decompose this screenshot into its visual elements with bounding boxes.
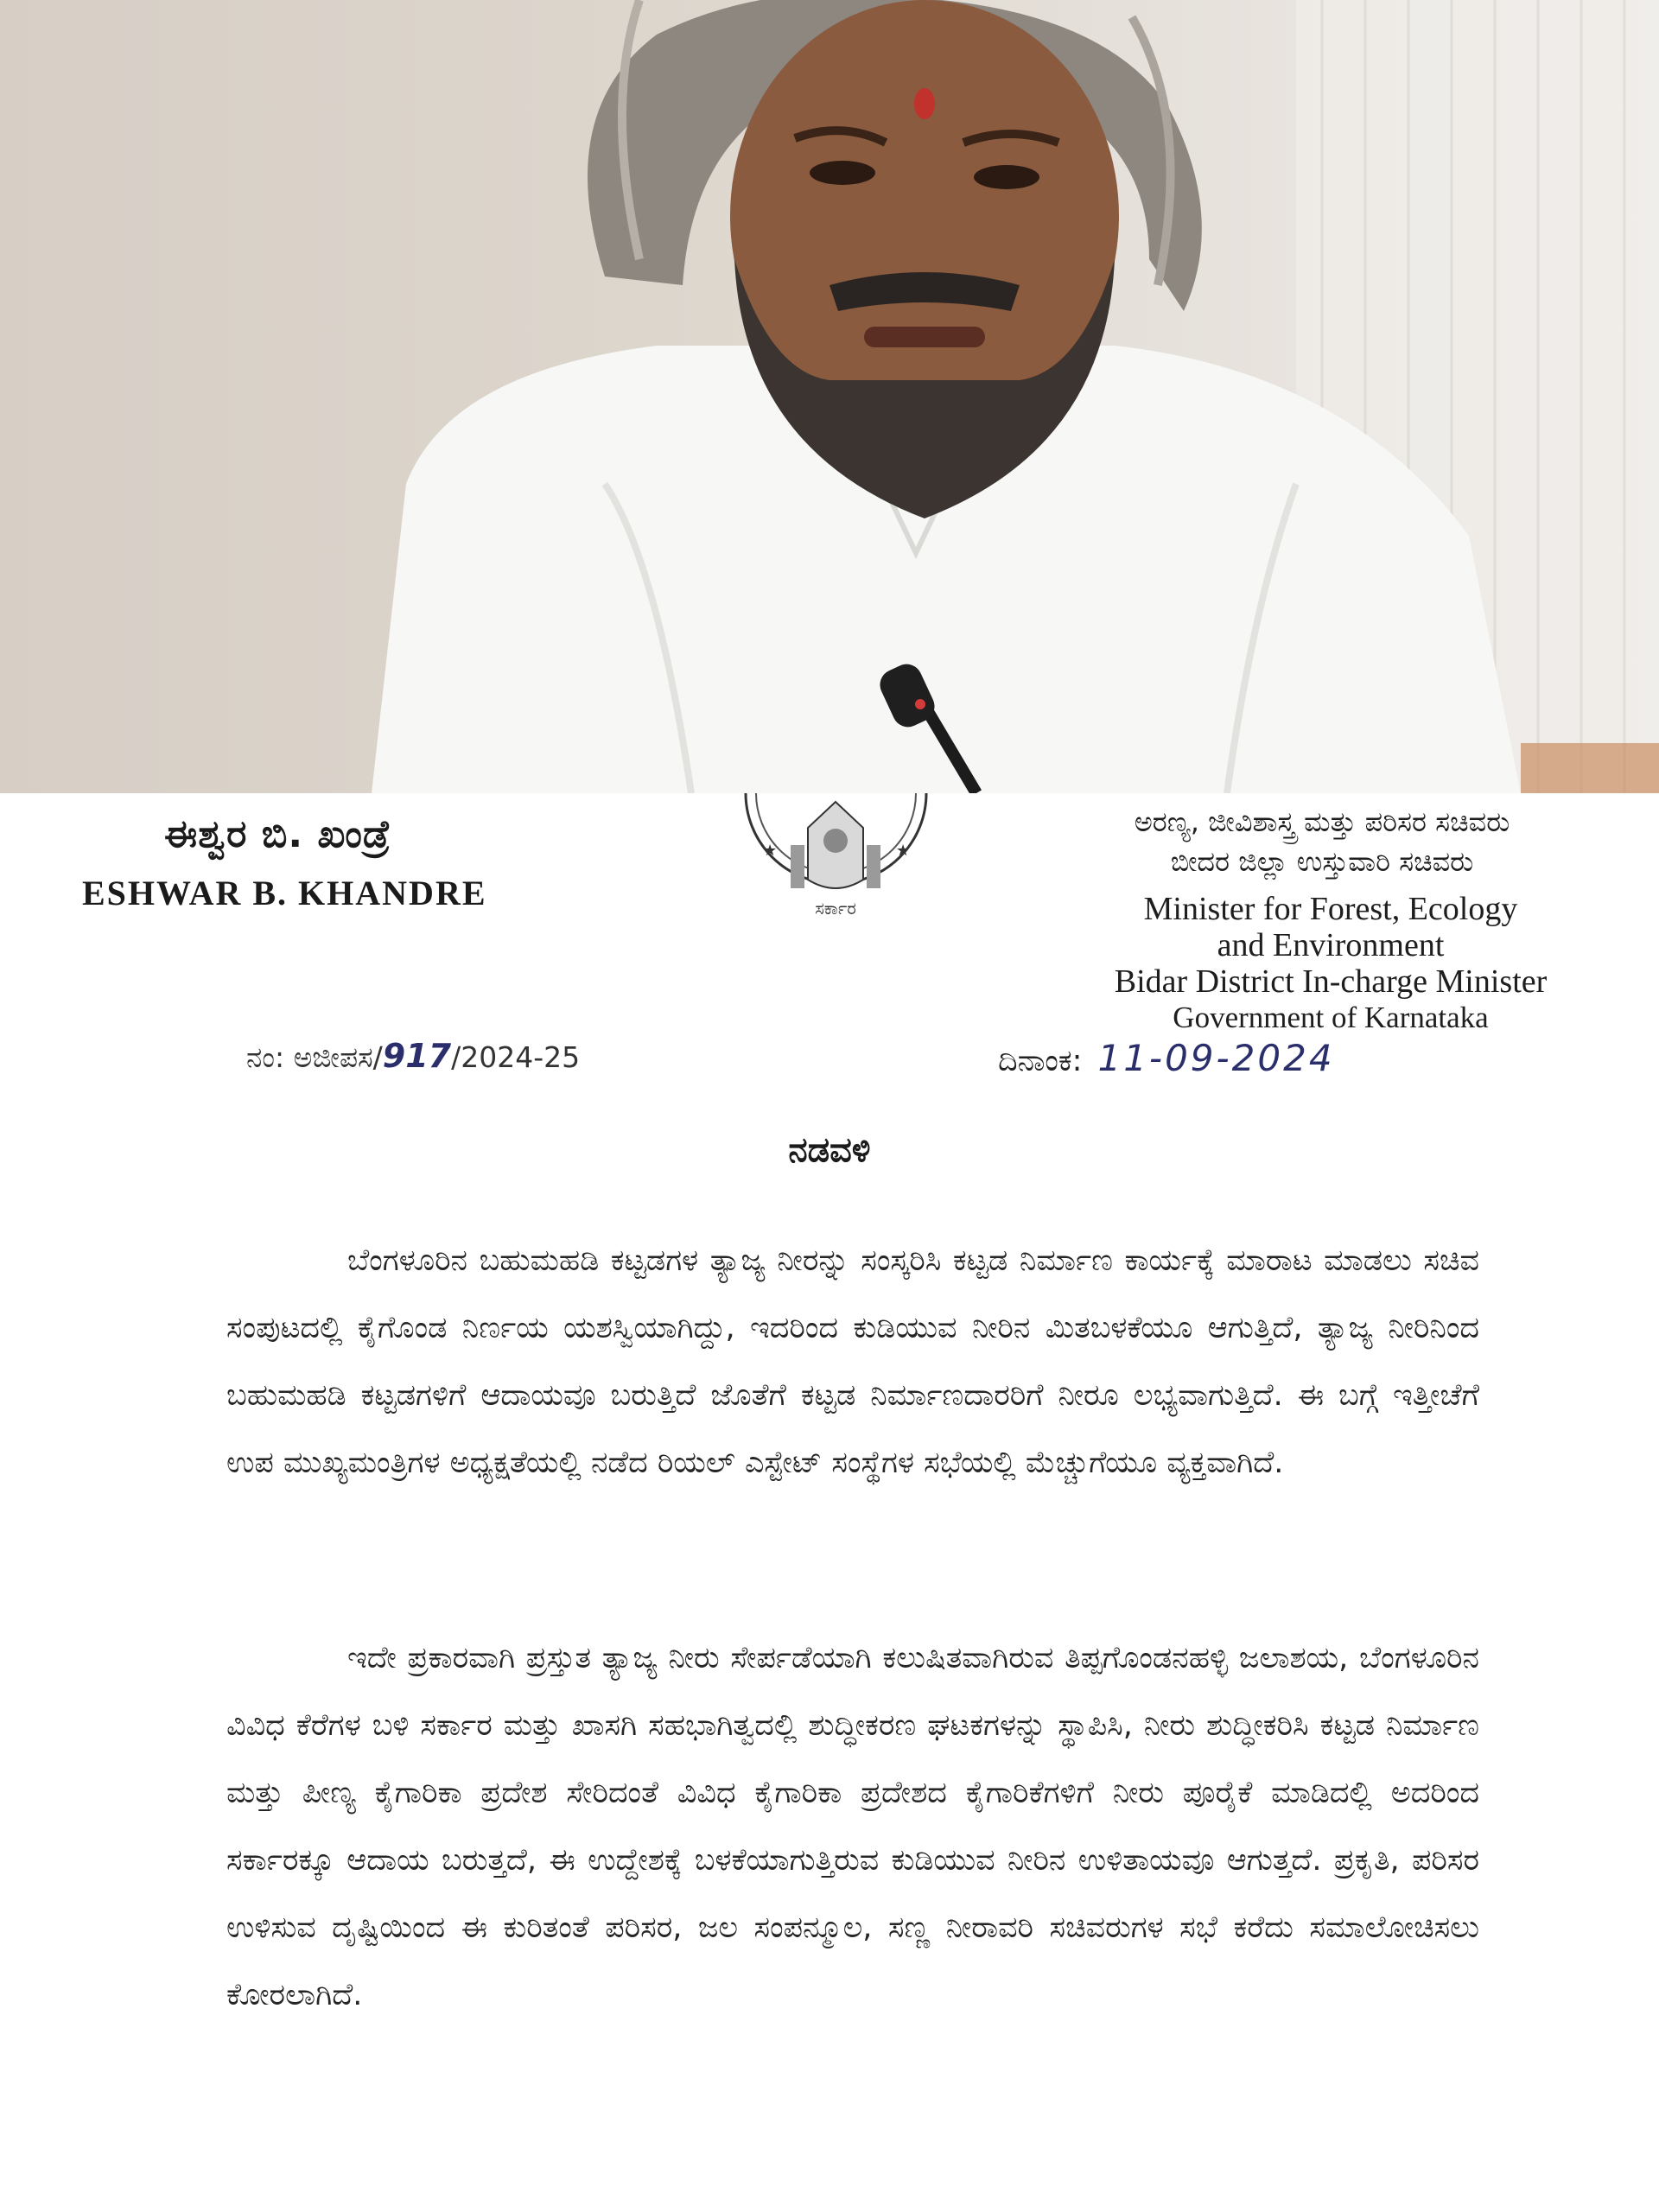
date-label: ದಿನಾಂಕ: <box>998 1044 1083 1078</box>
state-emblem-icon <box>739 793 933 931</box>
designation-kannada-2: ಬೀದರ ಜಿಲ್ಲಾ ಉಸ್ತುವಾರಿ ಸಚಿವರು <box>1170 845 1474 878</box>
paragraph-1: ಬೆಂಗಳೂರಿನ ಬಹುಮಹಡಿ ಕಟ್ಟಡಗಳ ತ್ಯಾಜ್ಯ ನೀರನ್ನು ಸಂಸ್ಕರಿಸಿ ಕಟ್ಟಡ ನಿರ್ಮಾಣ ಕಾರ್ಯಕ್ಕೆ ಮಾರಾಟ ಮಾಡಲು ಸಚಿವ ಸಂಪುಟದಲ್ಲಿ ಕೈಗೊಂಡ ನಿರ್ಣಯ ಯಶಸ್ವಿಯಾಗಿದ್ದು, ಇದರಿಂದ ಕುಡಿಯುವ ನೀರಿನ ಮಿತಬಳಕೆಯೂ ಆಗುತ್ತಿದೆ, ತ್ಯಾಜ್ಯ ನೀರಿನಿಂದ ಬಹುಮಹಡಿ ಕಟ್ಟಡಗಳಿಗೆ ಆದಾಯವೂ ಬರುತ್ತಿದೆ ಜೊತೆಗೆ ಕಟ್ಟಡ ನಿರ್ಮಾಣದಾರರಿಗೆ ನೀರೂ ಲಭ್ಯವಾಗುತ್ತಿದೆ. ಈ ಬಗ್ಗೆ ಇತ್ತೀಚೆಗೆ ಉಪ ಮುಖ್ಯಮಂತ್ರಿಗಳ ಅಧ್ಯಕ್ಷತೆಯಲ್ಲಿ ನಡೆದ ರಿಯಲ್ ಎಸ್ಟೇಟ್ ಸಂಸ್ಥೆಗಳ ಸಭೆಯಲ್ಲಿ ಮೆಚ್ಚುಗೆಯೂ ವ್ಯಕ್ತವಾಗಿದೆ. <box>226 1243 1479 1480</box>
reference-suffix: /2024-25 <box>451 1040 581 1074</box>
date-value: 11-09-2024 <box>1097 1037 1335 1079</box>
designation-english-3: Bidar District In-charge Minister <box>1114 963 1548 1000</box>
government-name: Government of Karnataka <box>1173 1001 1489 1034</box>
svg-text:★: ★ <box>763 842 778 860</box>
reference-prefix: ನಂ: ಅಜೀಪಸ/ <box>246 1040 383 1074</box>
reference-number <box>246 1037 580 1075</box>
svg-text:★: ★ <box>896 842 911 860</box>
minister-photo <box>0 0 1659 793</box>
emblem-caption: ಸರ್ಕಾರ <box>815 898 856 918</box>
paragraph-2: ಇದೇ ಪ್ರಕಾರವಾಗಿ ಪ್ರಸ್ತುತ ತ್ಯಾಜ್ಯ ನೀರು ಸೇರ್ಪಡೆಯಾಗಿ ಕಲುಷಿತವಾಗಿರುವ ತಿಪ್ಪಗೊಂಡನಹಳ್ಳಿ ಜಲಾಶಯ, ಬೆಂಗಳೂರಿನ ವಿವಿಧ ಕೆರೆಗಳ ಬಳಿ ಸರ್ಕಾರ ಮತ್ತು ಖಾಸಗಿ ಸಹಭಾಗಿತ್ವದಲ್ಲಿ ಶುದ್ಧೀಕರಣ ಘಟಕಗಳನ್ನು ಸ್ಥಾಪಿಸಿ, ನೀರು ಶುದ್ಧೀಕರಿಸಿ ಕಟ್ಟಡ ನಿರ್ಮಾಣ ಮತ್ತು ಪೀಣ್ಯ ಕೈಗಾರಿಕಾ ಪ್ರದೇಶ ಸೇರಿದಂತೆ ವಿವಿಧ ಕೈಗಾರಿಕಾ ಪ್ರದೇಶದ ಕೈಗಾರಿಕೆಗಳಿಗೆ ನೀರು ಪೂರೈಕೆ ಮಾಡಿದಲ್ಲಿ ಅದರಿಂದ ಸರ್ಕಾರಕ್ಕೂ ಆದಾಯ ಬರುತ್ತದೆ, ಈ ಉದ್ದೇಶಕ್ಕೆ ಬಳಕೆಯಾಗುತ್ತಿರುವ ಕುಡಿಯುವ ನೀರಿನ ಉಳಿತಾಯವೂ ಆಗುತ್ತದೆ. ಪ್ರಕೃತಿ, ಪರಿಸರ ಉಳಿಸುವ ದೃಷ್ಟಿಯಿಂದ ಈ ಕುರಿತಂತೆ ಪರಿಸರ, ಜಲ ಸಂಪನ್ಮೂಲ, ಸಣ್ಣ ನೀರಾವರಿ ಸಚಿವರುಗಳ ಸಭೆ ಕರೆದು ಸಮಾಲೋಚಿಸಲು ಕೋರಲಾಗಿದೆ. <box>226 1641 1479 2012</box>
designation-english-2: and Environment <box>1217 927 1445 963</box>
name-english: ESHWAR B. KHANDRE <box>82 874 487 912</box>
portrait-illustration <box>0 0 1659 793</box>
designation-kannada-1: ಅರಣ್ಯ, ಜೀವಿಶಾಸ್ತ್ರ ಮತ್ತು ಪರಿಸರ ಸಚಿವರು <box>1134 805 1510 838</box>
name-kannada: ಈಶ್ವರ ಬಿ. ಖಂಡ್ರೆ <box>164 812 391 856</box>
document-heading: ನಡವಳಿ <box>788 1130 871 1170</box>
reference-handwritten-number: 917 <box>382 1037 452 1075</box>
date-line <box>998 1037 1335 1079</box>
designation-english-1: Minister for Forest, Ecology <box>1143 891 1518 927</box>
